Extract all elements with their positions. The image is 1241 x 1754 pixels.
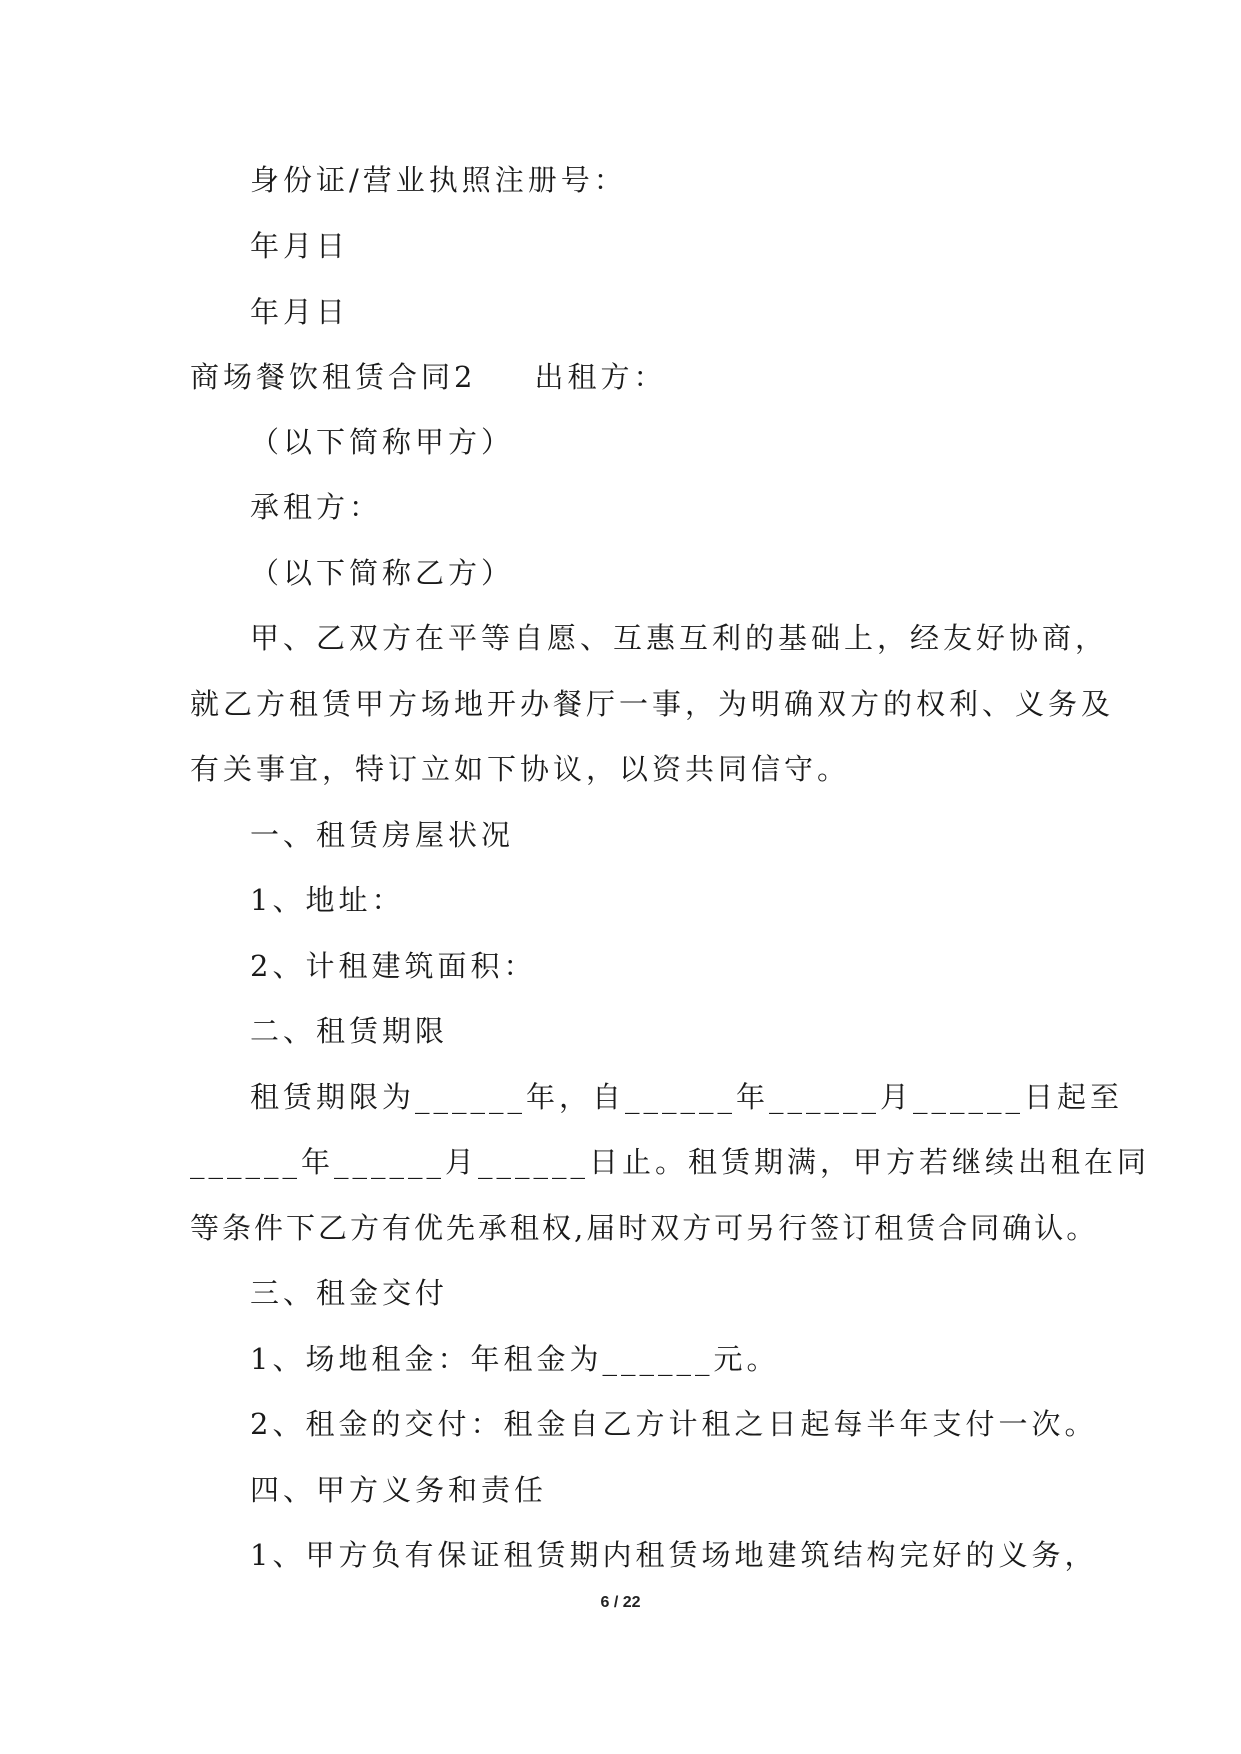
paragraph-line: 甲、乙双方在平等自愿、互惠互利的基础上，经友好协商，	[250, 621, 1109, 655]
party-a-note: （以下简称甲方）	[250, 425, 515, 459]
paragraph-line: 就乙方租赁甲方场地开办餐厅一事，为明确双方的权利、义务及	[190, 687, 1115, 721]
paragraph-line: 租赁期限为______年，自______年______月______日起至	[250, 1080, 1124, 1114]
section-heading: 四、甲方义务和责任	[250, 1473, 548, 1507]
section-heading: 一、租赁房屋状况	[250, 818, 515, 852]
lessee-label: 承租方：	[250, 490, 383, 524]
page-number: 6 / 22	[600, 1594, 641, 1611]
paragraph-line: 有关事宜，特订立如下协议，以资共同信守。	[190, 752, 851, 786]
clause-line: 1、地址：	[250, 883, 405, 917]
clause-line: 2、计租建筑面积：	[250, 949, 537, 983]
clause-line: 1、甲方负有保证租赁期内租赁场地建筑结构完好的义务，	[250, 1538, 1098, 1572]
id-registration-line: 身份证/营业执照注册号：	[250, 163, 627, 197]
section-heading: 三、租金交付	[250, 1276, 449, 1310]
section-heading: 二、租赁期限	[250, 1014, 449, 1048]
clause-line: 2、租金的交付：租金自乙方计租之日起每半年支付一次。	[250, 1407, 1098, 1441]
contract-title: 商场餐饮租赁合同2	[190, 360, 477, 394]
date-line: 年月日	[250, 295, 350, 329]
clause-line: 1、场地租金：年租金为______元。	[250, 1342, 780, 1376]
lessor-label: 出租方：	[534, 360, 667, 394]
date-line: 年月日	[250, 229, 350, 263]
paragraph-line: 等条件下乙方有优先承租权,届时双方可另行签订租赁合同确认。	[190, 1211, 1099, 1245]
paragraph-line: ______年______月______日止。租赁期满，甲方若继续出租在同	[190, 1145, 1151, 1179]
party-b-note: （以下简称乙方）	[250, 556, 515, 590]
contract-heading-line	[190, 357, 666, 397]
